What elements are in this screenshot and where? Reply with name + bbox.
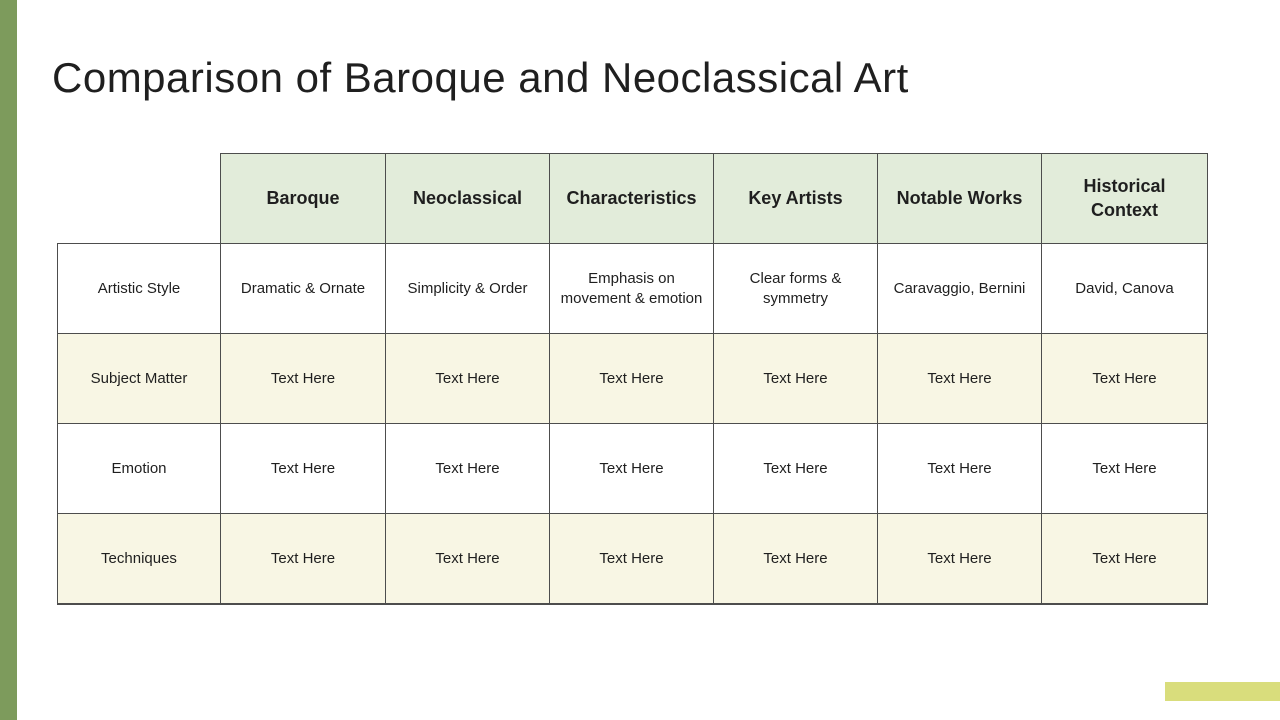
cell-techniques-neoclassical: Text Here (386, 514, 550, 604)
cell-emotion-neoclassical: Text Here (386, 424, 550, 514)
header-row (58, 154, 1208, 244)
cell-emotion-historical-context: Text Here (1042, 424, 1208, 514)
cell-artistic-style-characteristics: Emphasis on movement & emotion (550, 244, 714, 334)
cell-artistic-style-notable-works: Caravaggio, Bernini (878, 244, 1042, 334)
cell-techniques-characteristics: Text Here (550, 514, 714, 604)
row-label-subject-matter: Subject Matter (58, 334, 221, 424)
cell-techniques-historical-context: Text Here (1042, 514, 1208, 604)
column-header-key-artists: Key Artists (714, 154, 878, 244)
column-header-baroque: Baroque (221, 154, 386, 244)
column-header-historical-context: Historical Context (1042, 154, 1208, 244)
cell-techniques-notable-works: Text Here (878, 514, 1042, 604)
left-accent-bar (0, 0, 17, 720)
table-row-artistic-style (58, 244, 1208, 334)
cell-subject-matter-baroque: Text Here (221, 334, 386, 424)
slide-title: Comparison of Baroque and Neoclassical Art (52, 54, 909, 102)
cell-subject-matter-notable-works: Text Here (878, 334, 1042, 424)
row-label-emotion: Emotion (58, 424, 221, 514)
cell-emotion-baroque: Text Here (221, 424, 386, 514)
cell-artistic-style-key-artists: Clear forms & symmetry (714, 244, 878, 334)
cell-techniques-key-artists: Text Here (714, 514, 878, 604)
row-label-techniques: Techniques (58, 514, 221, 604)
cell-artistic-style-historical-context: David, Canova (1042, 244, 1208, 334)
table-row-emotion (58, 424, 1208, 514)
column-header-neoclassical: Neoclassical (386, 154, 550, 244)
table-corner-empty (58, 154, 221, 244)
table-row-subject-matter (58, 334, 1208, 424)
cell-subject-matter-characteristics: Text Here (550, 334, 714, 424)
cell-emotion-characteristics: Text Here (550, 424, 714, 514)
table-row-techniques (58, 514, 1208, 604)
column-header-notable-works: Notable Works (878, 154, 1042, 244)
comparison-table (57, 153, 1208, 605)
column-header-characteristics: Characteristics (550, 154, 714, 244)
row-label-artistic-style: Artistic Style (58, 244, 221, 334)
bottom-accent-bar (1165, 682, 1280, 701)
cell-techniques-baroque: Text Here (221, 514, 386, 604)
cell-artistic-style-baroque: Dramatic & Ornate (221, 244, 386, 334)
cell-subject-matter-historical-context: Text Here (1042, 334, 1208, 424)
cell-emotion-notable-works: Text Here (878, 424, 1042, 514)
cell-artistic-style-neoclassical: Simplicity & Order (386, 244, 550, 334)
cell-subject-matter-neoclassical: Text Here (386, 334, 550, 424)
cell-subject-matter-key-artists: Text Here (714, 334, 878, 424)
cell-emotion-key-artists: Text Here (714, 424, 878, 514)
